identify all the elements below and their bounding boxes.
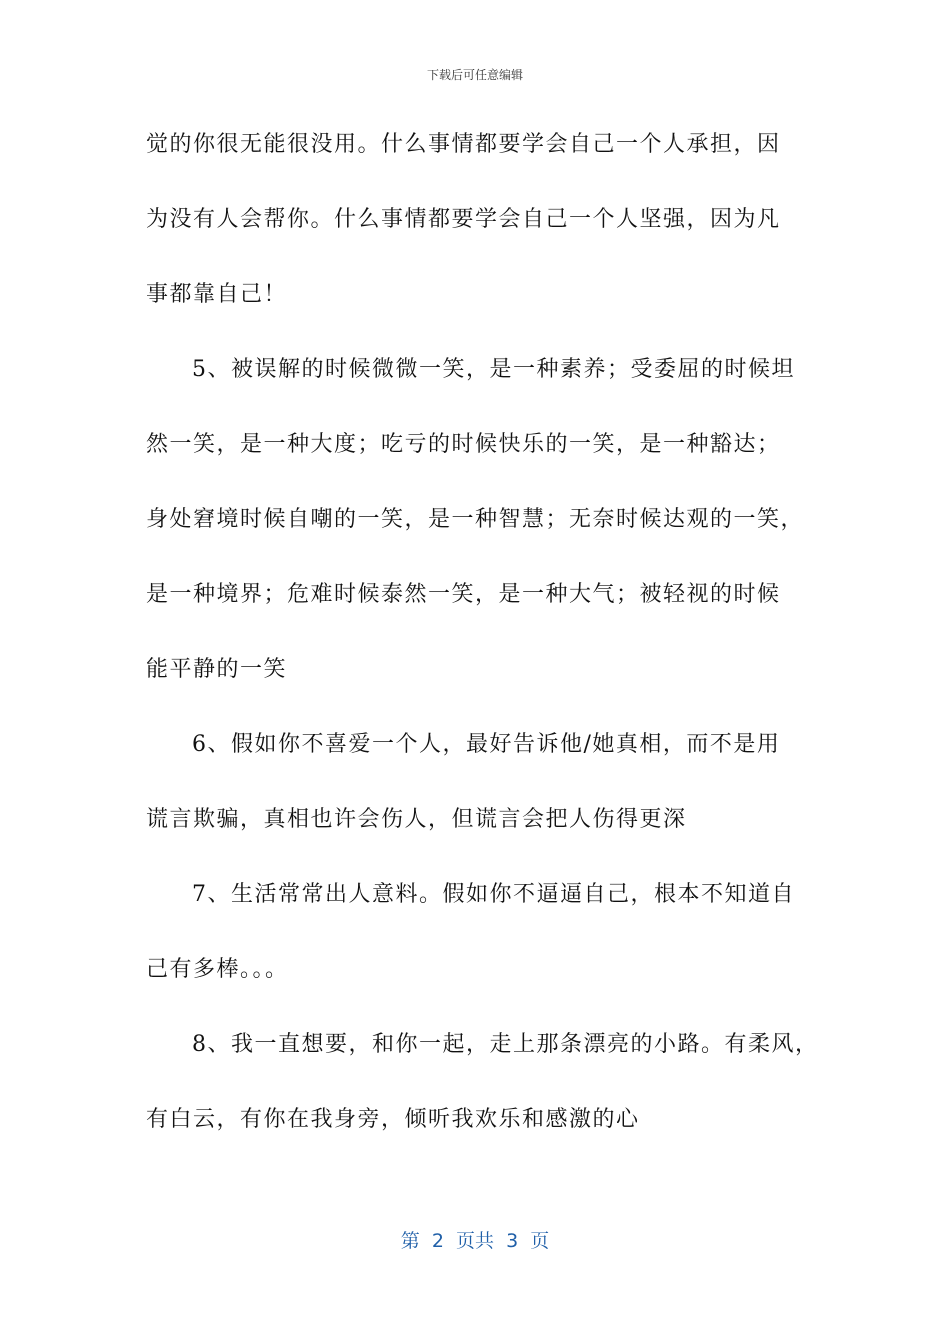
paragraph-7-line-2: 己有多棒。。。 bbox=[146, 957, 289, 982]
paragraph-1-line-3: 事都靠自己！ bbox=[146, 282, 288, 307]
page-number-footer: 第 2 页共 3 页 bbox=[400, 1230, 550, 1252]
paragraph-1-line-1: 觉的你很无能很没用。什么事情都要学会自己一个人承担，因 bbox=[146, 132, 781, 157]
paragraph-5-line-5: 能平静的一笑 bbox=[146, 657, 288, 682]
paragraph-5-line-4: 是一种境界；危难时候泰然一笑，是一种大气；被轻视的时候 bbox=[146, 582, 781, 607]
paragraph-6-line-2: 谎言欺骗，真相也许会伤人，但谎言会把人伤得更深 bbox=[146, 807, 687, 832]
paragraph-7-line-1: 7、生活常常出人意料。假如你不逼逼自己，根本不知道自 bbox=[192, 882, 795, 907]
paragraph-8-line-1: 8、我一直想要，和你一起，走上那条漂亮的小路。有柔风， bbox=[192, 1032, 819, 1057]
paragraph-8-line-2: 有白云，有你在我身旁，倾听我欢乐和感激的心 bbox=[146, 1107, 640, 1132]
paragraph-5-line-2: 然一笑，是一种大度；吃亏的时候快乐的一笑，是一种豁达； bbox=[146, 432, 781, 457]
paragraph-5-line-1: 5、被误解的时候微微一笑，是一种素养；受委屈的时候坦 bbox=[192, 357, 795, 382]
paragraph-1-line-2: 为没有人会帮你。什么事情都要学会自己一个人坚强，因为凡 bbox=[146, 207, 781, 232]
page-header-note: 下载后可任意编辑 bbox=[426, 68, 523, 82]
paragraph-5-line-3: 身处窘境时候自嘲的一笑，是一种智慧；无奈时候达观的一笑， bbox=[146, 507, 805, 532]
paragraph-6-line-1: 6、假如你不喜爱一个人，最好告诉他/她真相，而不是用 bbox=[192, 732, 781, 757]
